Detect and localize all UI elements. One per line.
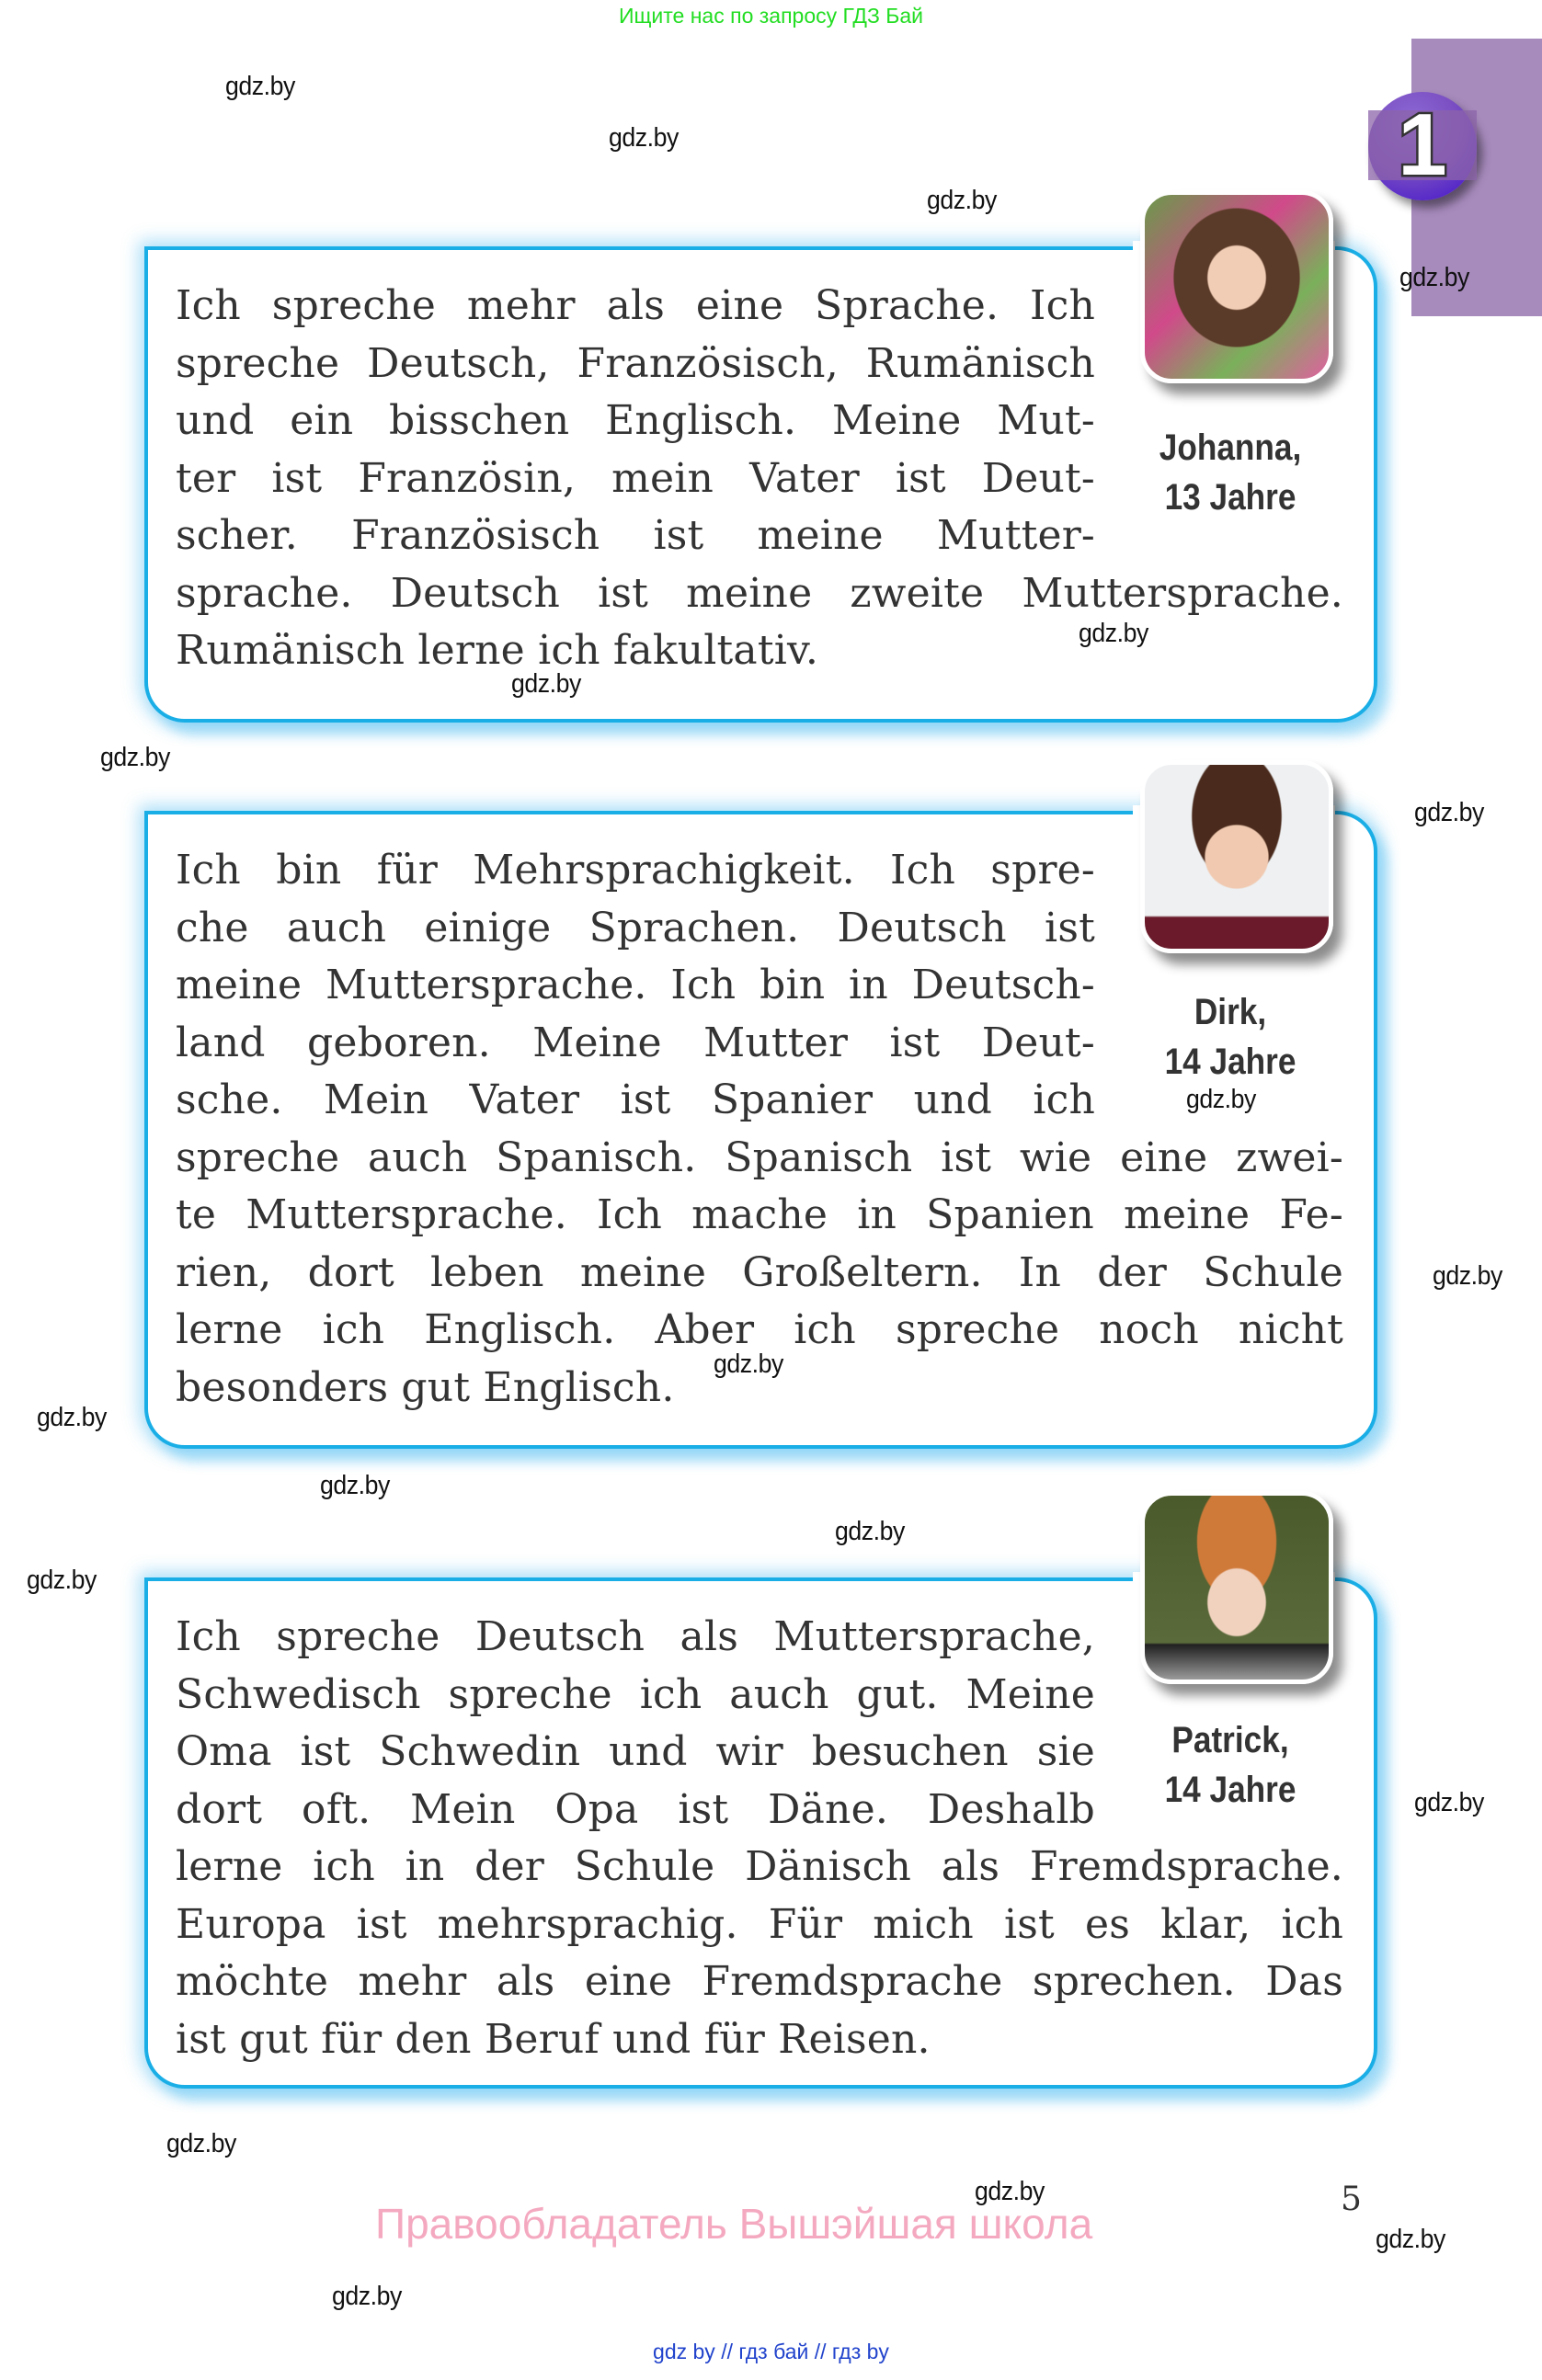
unit-number: 1 (1398, 96, 1447, 194)
text-line: Europa ist mehrsprachig. Für mich ist es klar, ich (176, 1900, 1343, 1948)
person-label-patrick (1141, 1715, 1319, 1815)
text-line: Ich spreche Deutsch als Muttersprache, (176, 1613, 1095, 1660)
watermark: gdz.by (225, 72, 295, 101)
watermark: gdz.by (1399, 263, 1469, 292)
text-line: ist gut für den Beruf und für Reisen. (176, 2015, 931, 2063)
watermark: gdz.by (27, 1566, 97, 1595)
person-label-johanna (1141, 423, 1319, 522)
watermark: gdz.by (609, 123, 679, 153)
watermark: gdz.by (1414, 1788, 1484, 1817)
text-line: dort oft. Mein Opa ist Däne. Deshalb (176, 1785, 1095, 1833)
watermark: gdz.by (1079, 619, 1148, 648)
watermark: gdz.by (1414, 798, 1484, 827)
watermark: gdz.by (1186, 1085, 1256, 1114)
text-line: Ich spreche mehr als eine Sprache. Ich (176, 282, 1095, 329)
text-line: Schwedisch spreche ich auch gut. Meine (176, 1670, 1095, 1718)
watermark: gdz.by (166, 2129, 236, 2158)
person-age: 14 Jahre (1164, 1042, 1296, 1082)
top-banner: Ищите нас по запросу ГДЗ Бай (618, 4, 924, 28)
text-line: Rumänisch lerne ich fakultativ. (176, 627, 819, 674)
text-line: te Muttersprache. Ich mache in Spanien meine Fe- (176, 1191, 1343, 1238)
watermark: gdz.by (975, 2177, 1045, 2206)
text-line: lerne ich in der Schule Dänisch als Fremdsprache. (176, 1843, 1343, 1890)
person-name: Johanna, (1159, 427, 1302, 468)
watermark: gdz.by (1433, 1261, 1502, 1291)
text-line: spreche Deutsch, Französisch, Rumänisch (176, 339, 1095, 387)
watermark: gdz.by (37, 1403, 107, 1432)
portrait-johanna (1140, 190, 1333, 383)
person-label-dirk (1141, 987, 1319, 1087)
watermark: gdz.by (511, 669, 581, 699)
text-line: ter ist Französin, mein Vater ist Deut- (176, 454, 1095, 502)
unit-number-badge (1368, 92, 1477, 200)
person-name: Patrick, (1171, 1720, 1289, 1760)
text-line: land geboren. Meine Mutter ist Deut- (176, 1019, 1095, 1066)
text-line: scher. Französisch ist meine Mutter- (176, 512, 1095, 559)
text-line: spreche auch Spanisch. Spanisch ist wie eine zwei- (176, 1133, 1343, 1181)
text-line: sche. Mein Vater ist Spanier und ich (176, 1076, 1095, 1123)
watermark: gdz.by (332, 2282, 402, 2311)
text-line: Ich bin für Mehrsprachigkeit. Ich spre- (176, 847, 1095, 894)
watermark: gdz.by (100, 743, 170, 772)
person-age: 13 Jahre (1164, 477, 1296, 518)
text-line: che auch einige Sprachen. Deutsch ist (176, 904, 1095, 951)
page-number: 5 (1341, 2181, 1362, 2218)
person-age: 14 Jahre (1164, 1770, 1296, 1810)
text-line: lerne ich Englisch. Aber ich spreche noch nicht (176, 1306, 1343, 1353)
portrait-dirk (1140, 760, 1333, 953)
text-line: Oma ist Schwedin und wir besuchen sie (176, 1728, 1095, 1775)
footer-links[interactable]: gdz by // гдз бай // гдз by (653, 2340, 889, 2363)
person-name: Dirk, (1194, 992, 1267, 1032)
text-line: rien, dort leben meine Großeltern. In der Schule (176, 1248, 1343, 1296)
watermark: gdz.by (835, 1517, 905, 1546)
text-line: sprache. Deutsch ist meine zweite Muttersprache. (176, 569, 1343, 617)
watermark: gdz.by (927, 186, 997, 215)
text-line: besonders gut Englisch. (176, 1363, 675, 1411)
watermark: gdz.by (320, 1471, 390, 1500)
watermark: gdz.by (1376, 2225, 1445, 2254)
copyright-notice: Правообладатель Вышэйшая школа (375, 2200, 1093, 2248)
text-line: meine Muttersprache. Ich bin in Deutsch- (176, 962, 1095, 1008)
text-line: möchte mehr als eine Fremdsprache sprechen. Das (176, 1958, 1343, 2005)
portrait-patrick (1140, 1491, 1333, 1684)
watermark: gdz.by (714, 1349, 783, 1379)
text-line: und ein bisschen Englisch. Meine Mut- (176, 397, 1095, 444)
